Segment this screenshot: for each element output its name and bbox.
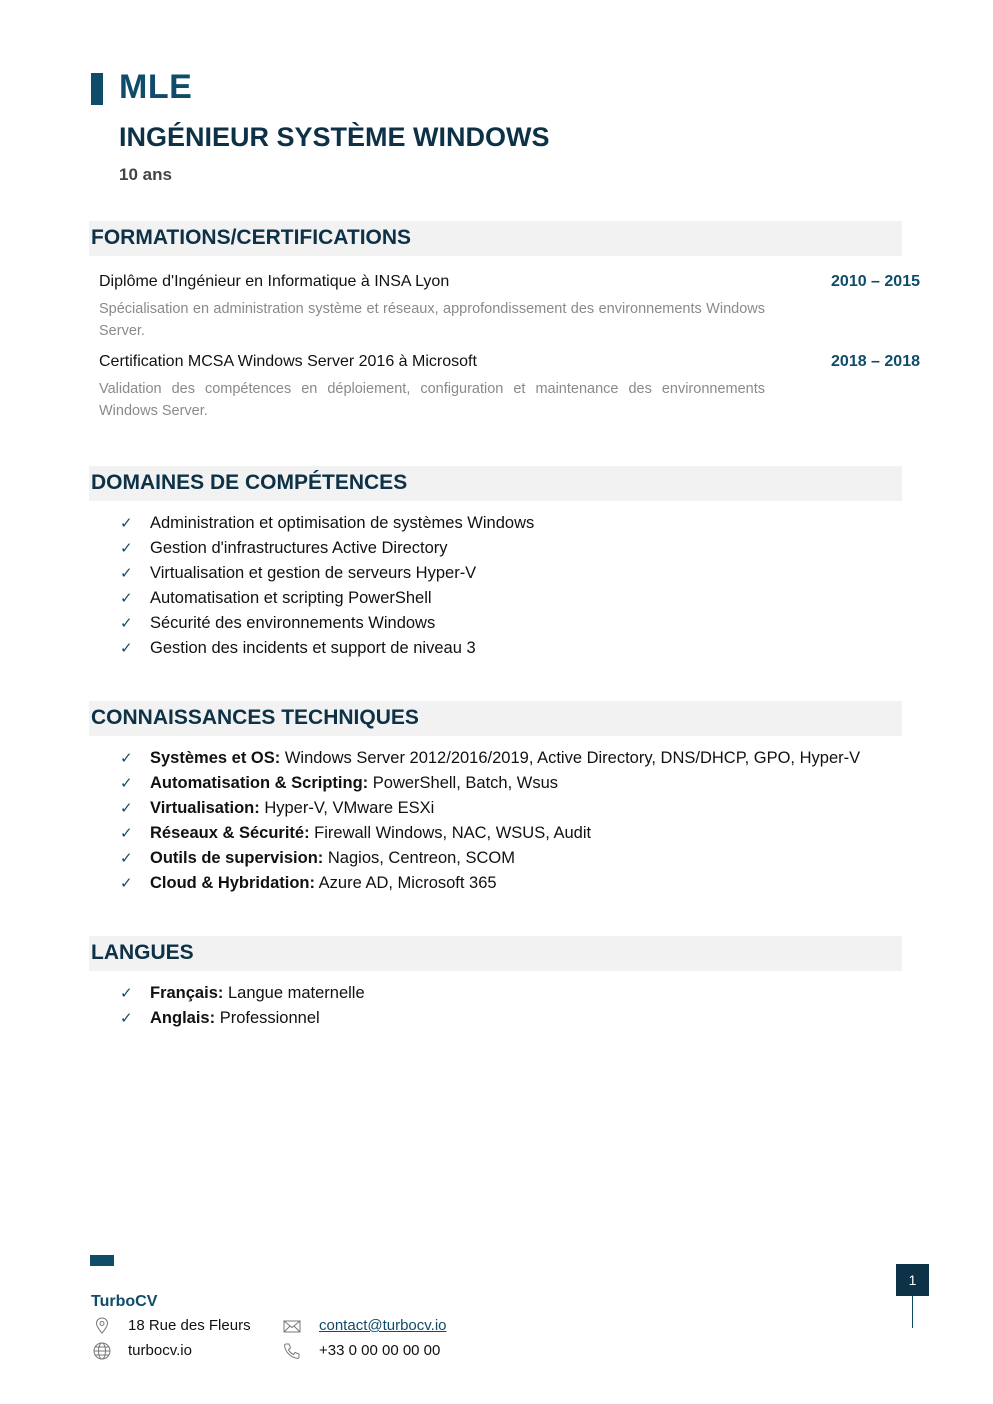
formation-description: Spécialisation en administration système et réseaux, approfondissement des environnements Windows Server. (99, 301, 765, 339)
check-icon: ✓ (120, 540, 133, 557)
list-item: ✓ Administration et optimisation de systèmes Windows (120, 511, 534, 536)
list-item: ✓ Gestion des incidents et support de niveau 3 (120, 636, 534, 661)
email-icon (282, 1316, 302, 1336)
section-formations (89, 221, 902, 256)
section-title: DOMAINES DE COMPÉTENCES (91, 471, 408, 494)
item-label: Automatisation & Scripting: (150, 774, 369, 792)
footer-phone: +33 0 00 00 00 00 (319, 1342, 441, 1359)
check-icon: ✓ (120, 825, 133, 842)
footer-address: 18 Rue des Fleurs (128, 1317, 251, 1334)
experience-years: 10 ans (119, 165, 172, 184)
item-value: Windows Server 2012/2016/2019, Active Directory, DNS/DHCP, GPO, Hyper-V (284, 749, 861, 767)
page-number: 1 (896, 1264, 929, 1296)
item-label: Français: (150, 984, 224, 1002)
list-item (120, 771, 860, 796)
job-title: INGÉNIEUR SYSTÈME WINDOWS (119, 122, 550, 152)
item-label: Virtualisation: (150, 799, 260, 817)
globe-icon (92, 1341, 112, 1361)
check-icon: ✓ (120, 615, 133, 632)
item-value: PowerShell, Batch, Wsus (372, 774, 559, 792)
header-accent-bar (91, 73, 103, 105)
competences-list (120, 511, 534, 661)
list-item (120, 821, 860, 846)
check-icon: ✓ (120, 515, 133, 532)
list-item (120, 981, 365, 1006)
list-item (120, 846, 860, 871)
location-pin-icon (92, 1316, 112, 1336)
item-value: Firewall Windows, NAC, WSUS, Audit (314, 824, 592, 842)
item-value: Professionnel (219, 1009, 320, 1027)
footer-brand: TurboCV (91, 1293, 158, 1310)
footer-website: turbocv.io (128, 1342, 192, 1359)
item-value: Nagios, Centreon, SCOM (327, 849, 515, 867)
formation-dates: 2010 – 2015 (831, 273, 920, 290)
item-value: Hyper-V, VMware ESXi (264, 799, 435, 817)
list-item: ✓ Virtualisation et gestion de serveurs Hyper-V (120, 561, 534, 586)
item-value: Langue maternelle (227, 984, 365, 1002)
formation-dates: 2018 – 2018 (831, 353, 920, 370)
page-number-line (912, 1296, 913, 1328)
check-icon: ✓ (120, 750, 133, 767)
connaissances-list (120, 746, 860, 896)
check-icon: ✓ (120, 850, 133, 867)
check-icon: ✓ (120, 875, 133, 892)
check-icon: ✓ (120, 640, 133, 657)
check-icon: ✓ (120, 565, 133, 582)
list-item: ✓ Automatisation et scripting PowerShell (120, 586, 534, 611)
formation-title: Diplôme d'Ingénieur en Informatique à INSA Lyon (99, 273, 450, 290)
item-label: Réseaux & Sécurité: (150, 824, 310, 842)
item-label: Cloud & Hybridation: (150, 874, 315, 892)
check-icon: ✓ (120, 1010, 133, 1027)
list-item (120, 1006, 365, 1031)
section-competences (89, 466, 902, 501)
section-title: LANGUES (91, 941, 194, 964)
phone-icon (282, 1341, 302, 1361)
list-item (120, 796, 860, 821)
footer-email[interactable] (319, 1317, 447, 1334)
formation-description: Validation des compétences en déploiement, configuration et maintenance des environnements Windows Server. (99, 381, 765, 419)
email-link[interactable]: contact@turbocv.io (319, 1317, 447, 1334)
formation-title: Certification MCSA Windows Server 2016 à Microsoft (99, 353, 477, 370)
item-label: Outils de supervision: (150, 849, 324, 867)
item-value: Azure AD, Microsoft 365 (318, 874, 497, 892)
candidate-name: MLE (119, 68, 193, 106)
list-item: ✓ Sécurité des environnements Windows (120, 611, 534, 636)
check-icon: ✓ (120, 590, 133, 607)
check-icon: ✓ (120, 775, 133, 792)
list-item (120, 871, 860, 896)
section-title: FORMATIONS/CERTIFICATIONS (91, 226, 412, 249)
footer-accent-mark (90, 1255, 114, 1266)
langues-list (120, 981, 365, 1031)
item-label: Systèmes et OS: (150, 749, 281, 767)
section-connaissances (89, 701, 902, 736)
list-item: ✓ Gestion d'infrastructures Active Directory (120, 536, 534, 561)
list-item (120, 746, 860, 771)
section-langues (89, 936, 902, 971)
check-icon: ✓ (120, 800, 133, 817)
section-title: CONNAISSANCES TECHNIQUES (91, 706, 419, 729)
item-label: Anglais: (150, 1009, 216, 1027)
check-icon: ✓ (120, 985, 133, 1002)
